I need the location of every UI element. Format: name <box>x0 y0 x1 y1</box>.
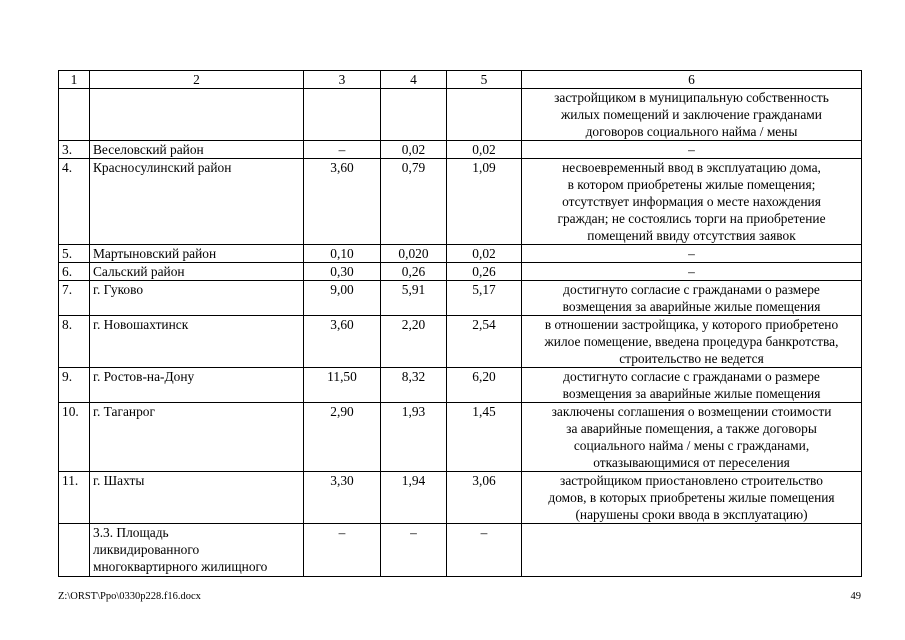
table-row <box>59 472 862 524</box>
note-cell <box>522 141 862 159</box>
note-line: возмещения за аварийные жилые помещения <box>562 299 821 314</box>
note-line: отказывающимися от переселения <box>593 455 790 470</box>
value-col5: 0,02 <box>447 245 522 263</box>
value-col3: 2,90 <box>304 403 381 472</box>
value-col4: 5,91 <box>381 281 447 316</box>
table-body <box>59 71 862 577</box>
row-number <box>59 524 90 577</box>
row-number: 3. <box>59 141 90 159</box>
header-cell: 2 <box>90 71 304 89</box>
table-row <box>59 245 862 263</box>
territory-name: г. Гуково <box>90 281 304 316</box>
note-cell <box>522 316 862 368</box>
note-cell <box>522 89 862 141</box>
territory-name: Веселовский район <box>90 141 304 159</box>
value-col5: 5,17 <box>447 281 522 316</box>
value-col4: 0,020 <box>381 245 447 263</box>
territory-name: г. Новошахтинск <box>90 316 304 368</box>
value-col3: 3,30 <box>304 472 381 524</box>
value-col4: 1,93 <box>381 403 447 472</box>
value-col5: 3,06 <box>447 472 522 524</box>
name-line: многоквартирного жилищного <box>93 559 268 574</box>
value-col4: 8,32 <box>381 368 447 403</box>
row-number: 6. <box>59 263 90 281</box>
note-cell <box>522 281 862 316</box>
value-col5: 1,45 <box>447 403 522 472</box>
note-cell <box>522 263 862 281</box>
row-number: 10. <box>59 403 90 472</box>
territory-name: Мартыновский район <box>90 245 304 263</box>
note-line: достигнуто согласие с гражданами о размере <box>563 369 820 384</box>
note-line: в отношении застройщика, у которого приобретено <box>544 317 839 332</box>
header-cell: 3 <box>304 71 381 89</box>
note-line: достигнуто согласие с гражданами о размере <box>563 282 820 297</box>
territory-name: Сальский район <box>90 263 304 281</box>
value-col3: 9,00 <box>304 281 381 316</box>
table-row <box>59 141 862 159</box>
note-cell <box>522 159 862 245</box>
value-col3: 0,10 <box>304 245 381 263</box>
table-row <box>59 403 862 472</box>
row-number: 8. <box>59 316 90 368</box>
note-line: социального найма / мены с гражданами, <box>573 438 810 453</box>
row-number: 11. <box>59 472 90 524</box>
note-line: застройщиком в муниципальную собственность <box>554 90 829 105</box>
row-number: 5. <box>59 245 90 263</box>
header-cell: 5 <box>447 71 522 89</box>
note-line: за аварийные помещения, а также договоры <box>566 421 817 436</box>
row-number: 9. <box>59 368 90 403</box>
value-col4: – <box>381 524 447 577</box>
territory-name: г. Ростов-на-Дону <box>90 368 304 403</box>
value-col3: – <box>304 141 381 159</box>
continuation-row <box>59 89 862 141</box>
name-line: ликвидированного <box>93 542 200 557</box>
footer-file-path: Z:\ORST\Ppo\0330p228.f16.docx <box>58 591 201 602</box>
row-number: 7. <box>59 281 90 316</box>
value-col5: 0,26 <box>447 263 522 281</box>
header-cell: 6 <box>522 71 862 89</box>
note-cell <box>522 245 862 263</box>
table-row <box>59 159 862 245</box>
note-line: отсутствует информация о месте нахождения <box>562 194 821 209</box>
table-row-area <box>59 524 862 577</box>
value-col4: 2,20 <box>381 316 447 368</box>
note-line: – <box>688 264 695 279</box>
note-line: граждан; не состоялись торги на приобретение <box>557 211 826 226</box>
value-col5: 2,54 <box>447 316 522 368</box>
note-line: – <box>688 246 695 261</box>
value-col5: 6,20 <box>447 368 522 403</box>
note-line: заключены соглашения о возмещении стоимости <box>551 404 832 419</box>
note-line: строительство не ведется <box>619 351 764 366</box>
page-number: 49 <box>850 591 861 602</box>
table-row <box>59 263 862 281</box>
value-col4: 1,94 <box>381 472 447 524</box>
table-row <box>59 368 862 403</box>
table-row <box>59 281 862 316</box>
value-col3: 11,50 <box>304 368 381 403</box>
note-line: (нарушены сроки ввода в эксплуатацию) <box>575 507 808 522</box>
note-cell <box>522 403 862 472</box>
value-col4: 0,02 <box>381 141 447 159</box>
value-col3: 0,30 <box>304 263 381 281</box>
header-cell: 1 <box>59 71 90 89</box>
note-line: возмещения за аварийные жилые помещения <box>562 386 821 401</box>
name-line: 3.3. Площадь <box>93 525 169 540</box>
header-cell: 4 <box>381 71 447 89</box>
row-number: 4. <box>59 159 90 245</box>
note-cell <box>522 472 862 524</box>
note-line: застройщиком приостановлено строительство <box>560 473 823 488</box>
value-col5: – <box>447 524 522 577</box>
note-line: договоров социального найма / мены <box>585 124 798 139</box>
header-row <box>59 71 862 89</box>
note-cell <box>522 368 862 403</box>
note-line: жилых помещений и заключение гражданами <box>561 107 822 122</box>
value-col5: 0,02 <box>447 141 522 159</box>
data-table <box>58 70 862 577</box>
territory-name <box>90 524 304 577</box>
table-row <box>59 316 862 368</box>
note-cell <box>522 524 862 577</box>
note-line: жилое помещение, введена процедура банкротства, <box>544 334 839 349</box>
territory-name: г. Шахты <box>90 472 304 524</box>
territory-name: г. Таганрог <box>90 403 304 472</box>
value-col3: 3,60 <box>304 159 381 245</box>
value-col3: 3,60 <box>304 316 381 368</box>
value-col4: 0,79 <box>381 159 447 245</box>
note-line: домов, в которых приобретены жилые помещения <box>548 490 835 505</box>
note-line: в котором приобретены жилые помещения; <box>567 177 816 192</box>
note-line: помещений ввиду отсутствия заявок <box>587 228 796 243</box>
territory-name: Красносулинский район <box>90 159 304 245</box>
value-col5: 1,09 <box>447 159 522 245</box>
value-col3: – <box>304 524 381 577</box>
note-line: несвоевременный ввод в эксплуатацию дома, <box>562 160 821 175</box>
note-line: – <box>688 142 695 157</box>
value-col4: 0,26 <box>381 263 447 281</box>
